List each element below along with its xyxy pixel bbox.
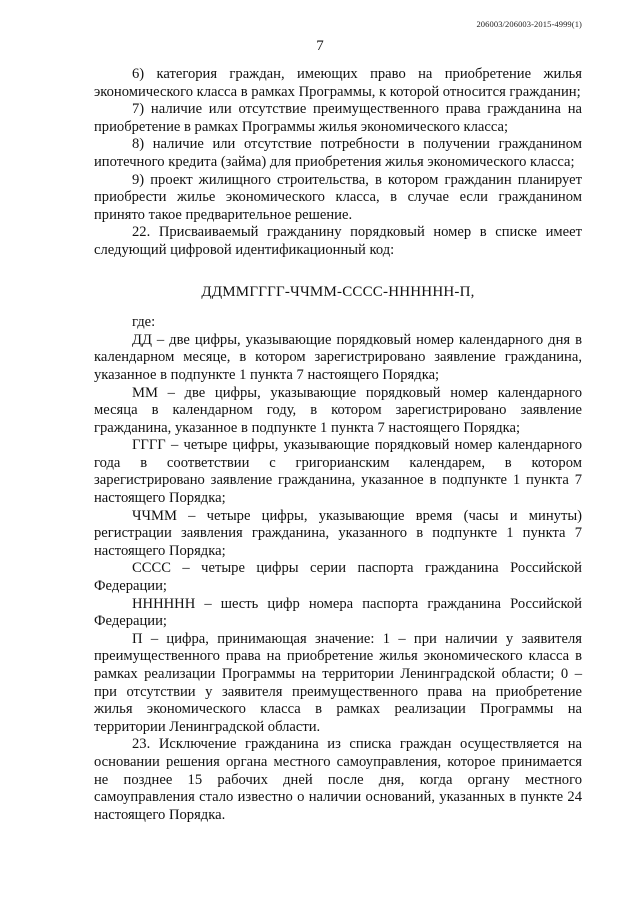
paragraph-item-9: 9) проект жилищного строительства, в котором гражданин планирует приобрести жилье экономического класса, в случае если гражданином принято такое предварительное решение. (94, 171, 582, 223)
document-body (94, 66, 582, 824)
paragraph-nnnnnn: НННННН – шесть цифр номера паспорта гражданина Российской Федерации; (94, 595, 582, 630)
paragraph-chchmm: ЧЧММ – четыре цифры, указывающие время (часы и минуты) регистрации заявления гражданина, указанного в подпункте 1 пункта 7 настоящего Порядка; (94, 507, 582, 559)
paragraph-p: П – цифра, принимающая значение: 1 – при наличии у заявителя преимущественного права на приобретение жилья экономического класса в рамках реализации Программы на территории Ленинградской области; 0 – при отсутствии у заявителя преимущественного права на приобретение жилья экономического класса в рамках реализации Программы на территории Ленинградской области. (94, 630, 582, 735)
paragraph-item-6: 6) категория граждан, имеющих право на приобретение жилья экономического класса в рамках Программы, к которой относится гражданин; (94, 66, 582, 100)
identification-code: ДДММГГГГ-ЧЧММ-СССС-НННННН-П, (201, 283, 475, 300)
paragraph-clause-22: 22. Присваиваемый гражданину порядковый номер в списке имеет следующий цифровой идентификационный код: (94, 224, 582, 258)
paragraph-item-7: 7) наличие или отсутствие преимущественного права гражданина на приобретение в рамках Программы жилья экономического класса; (94, 101, 582, 135)
paragraph-ssss: СССС – четыре цифры серии паспорта гражданина Российской Федерации; (94, 560, 582, 595)
paragraph-gggg: ГГГГ – четыре цифры, указывающие порядковый номер календарного года в соответствии с григорианским календарем, в котором зарегистрировано заявление гражданина, указанное в подпункте 1 пункта 7 настоящего Порядка; (94, 437, 582, 507)
document-id: 206003/206003-2015-4999(1) (476, 19, 582, 29)
paragraph-clause-23: 23. Исключение гражданина из списка граждан осуществляется на основании решения органа местного самоуправления, которое принимается не позднее 15 рабочих дней после дня, когда органу местного самоуправления стало известно о наличии оснований, указанных в пункте 24 настоящего Порядка. (94, 736, 582, 823)
paragraph-mm: ММ – две цифры, указывающие порядковый номер календарного месяца в календарном году, в котором зарегистрировано заявление гражданина, указанное в подпункте 1 пункта 7 настоящего Порядка; (94, 384, 582, 436)
paragraph-where: где: (132, 314, 156, 331)
paragraph-dd: ДД – две цифры, указывающие порядковый номер календарного дня в календарном месяце, в котором зарегистрировано заявление гражданина, указанное в подпункте 1 пункта 7 настоящего Порядка; (94, 331, 582, 383)
paragraph-item-8: 8) наличие или отсутствие потребности в получении гражданином ипотечного кредита (займа) для приобретения жилья экономического класса; (94, 136, 582, 170)
page-number: 7 (316, 38, 324, 54)
